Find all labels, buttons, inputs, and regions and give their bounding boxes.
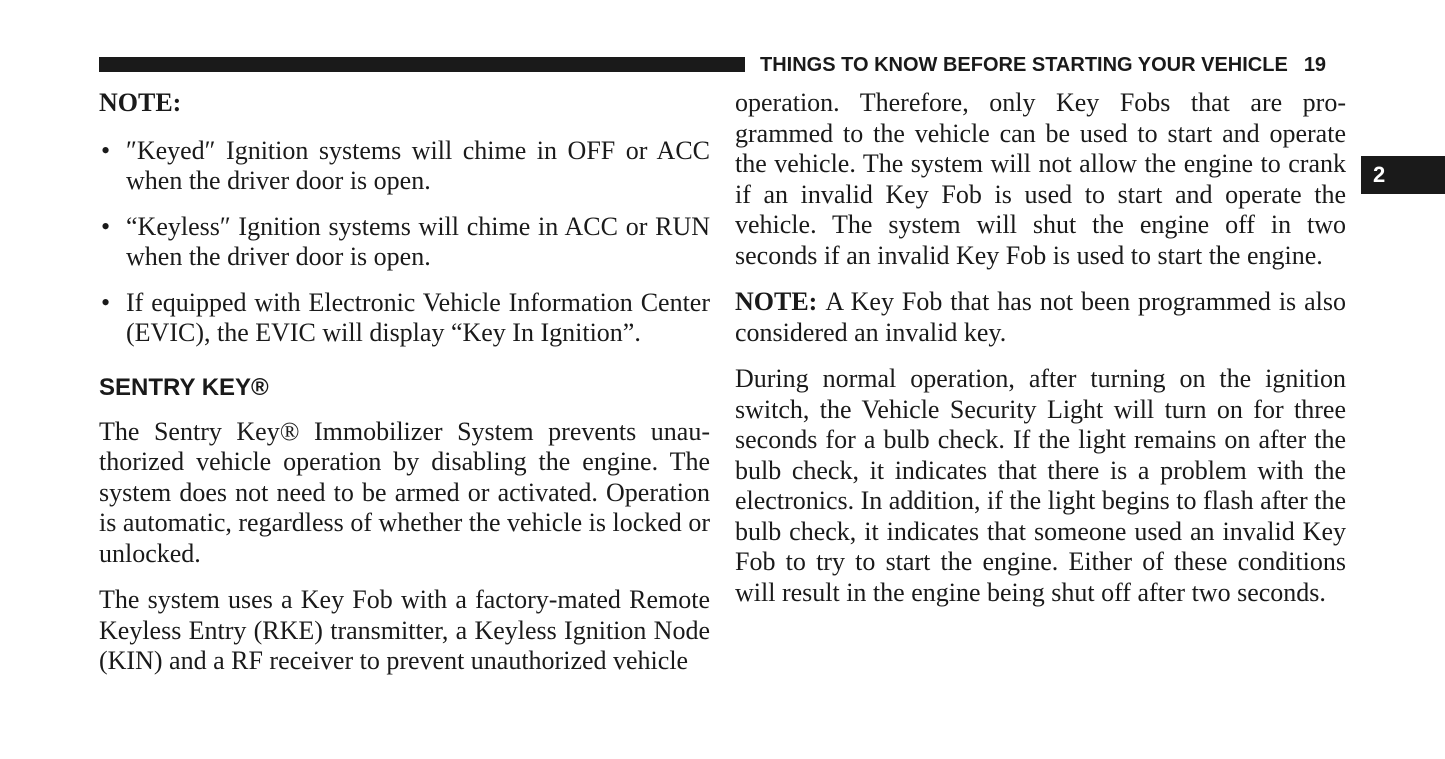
- running-title: THINGS TO KNOW BEFORE STARTING YOUR VEHICLE: [760, 54, 1288, 76]
- page-number: 19: [1303, 54, 1327, 76]
- system-uses-paragraph: The system uses a Key Fob with a factory-mated Remote Keyless Entry (RKE) transmitter, a Keyless Ignition Node (KIN) and a RF receiver to prevent unauthorized vehicle: [99, 585, 710, 675]
- note-text: A Key Fob that has not been programmed is also considered an invalid key.: [735, 287, 1346, 347]
- header-rule: [99, 57, 745, 72]
- left-column: [99, 88, 710, 677]
- section-heading-sentry-key: SENTRY KEY®: [99, 373, 269, 401]
- right-column: [735, 88, 1346, 608]
- sentry-key-paragraph: The Sentry Key® Immobilizer System prevents unau- thorized vehicle operation by disabling the engine. The system does not need to be armed or activated. Operation is automatic, regardless of whether the vehicle is locked or unlocked.: [99, 416, 710, 568]
- note-bullet-keyed: • ″Keyed″ Ignition systems will chime in OFF or ACC when the driver door is open.: [99, 136, 710, 197]
- note-heading: NOTE:: [99, 88, 182, 117]
- normal-operation-paragraph: During normal operation, after turning on the ignition switch, the Vehicle Security Light will turn on for three seconds for a bulb check. If the light remains on after the bulb check, it indicates that there is a problem with the electronics. In addition, if the light begins to flash after the bulb check, it indicates that someone used an invalid Key Fob to try to start the engine. Either of these conditions will result in the engine being shut off after two seconds.: [735, 364, 1346, 607]
- note-bullet-list: [99, 136, 710, 349]
- chapter-tab-label: 2: [1373, 162, 1386, 187]
- operation-paragraph: operation. Therefore, only Key Fobs that are pro- grammed to the vehicle can be used to start and operate the vehicle. The system will not allow the engine to crank if an invalid Key Fob is used to start and operate the vehicle. The system will shut the engine off in two seconds if an invalid Key Fob is used to start the engine.: [735, 88, 1346, 270]
- note-label: NOTE:: [735, 287, 818, 316]
- running-head: [760, 54, 1326, 77]
- note-paragraph: [735, 287, 1346, 348]
- note-bullet-keyless: • “Keyless″ Ignition systems will chime in ACC or RUN when the driver door is open.: [99, 212, 710, 273]
- note-bullet-evic: • If equipped with Electronic Vehicle Information Center (EVIC), the EVIC will display “Key In Ignition”.: [99, 288, 710, 349]
- chapter-tab: [1361, 156, 1445, 194]
